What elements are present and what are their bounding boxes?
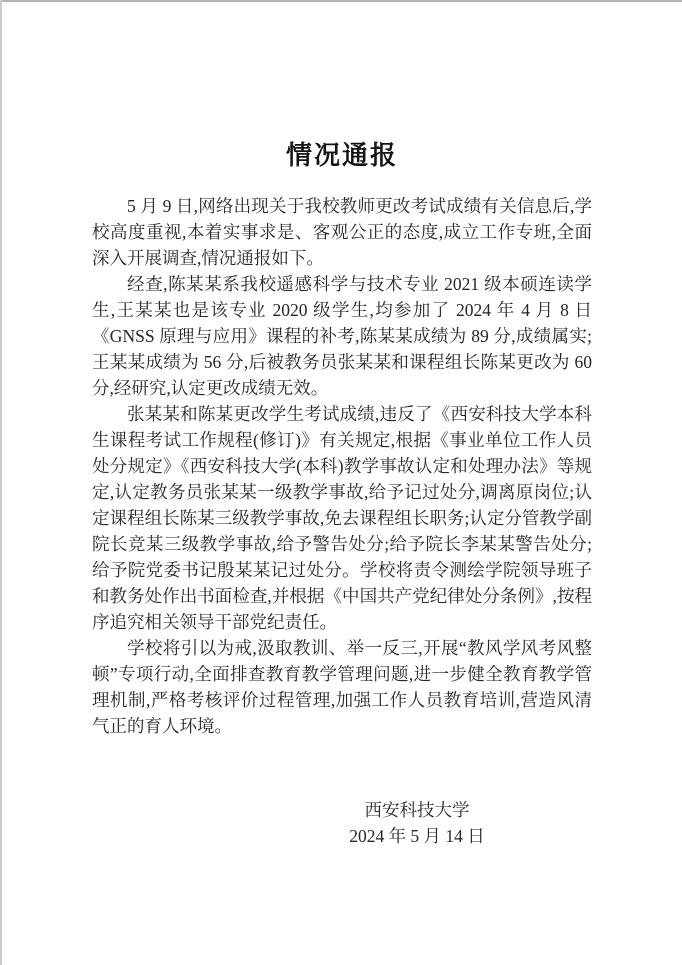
document-content [92, 0, 592, 849]
body-paragraph-3: 张某某和陈某更改学生考试成绩,违反了《西安科技大学本科生课程考试工作规程(修订)》有关规定,根据《事业单位工作人员处分规定》《西安科技大学(本科)教学事故认定和处理办法》等规定,认定教务员张某某一级教学事故,给予记过处分,调离原岗位;认定课程组长陈某三级教学事故,免去课程组长职务;认定分管教学副院长竞某三级教学事故,给予警告处分;给予院长李某某警告处分;给予院党委书记殷某某记过处分。学校将责令测绘学院领导班子和教务处作出书面检查,并根据《中国共产党纪律处分条例》,按程序追究相关领导干部党纪责任。 [92, 404, 592, 632]
page-left-edge [0, 0, 2, 965]
body-paragraph-1: 5 月 9 日,网络出现关于我校教师更改考试成绩有关信息后,学校高度重视,本着实事求是、客观公正的态度,成立工作专班,全面深入开展调查,情况通报如下。 [92, 196, 592, 268]
signature-date: 2024 年 5 月 14 日 [349, 826, 485, 846]
body-paragraph-2: 经查,陈某某系我校遥感科学与技术专业 2021 级本硕连读学生,王某某也是该专业 2020 级学生,均参加了 2024 年 4 月 8 日《GNSS 原理与应用》课程的补考,陈某某成绩为 89 分,成绩属实;王某某成绩为 56 分,后被教务员张某某和课程组长陈某更改为 60 分,经研究,认定更改成绩无效。 [92, 274, 592, 398]
document-title: 情况通报 [285, 140, 398, 170]
signature-block [307, 797, 527, 849]
document-body [92, 193, 592, 739]
signature-org: 西安科技大学 [364, 800, 470, 820]
body-paragraph-4: 学校将引以为戒,汲取教训、举一反三,开展“教风学风考风整顿”专项行动,全面排查教育教学管理问题,进一步健全教育教学管理机制,严格考核评价过程管理,加强工作人员教育培训,营造风清气正的育人环境。 [92, 638, 592, 736]
